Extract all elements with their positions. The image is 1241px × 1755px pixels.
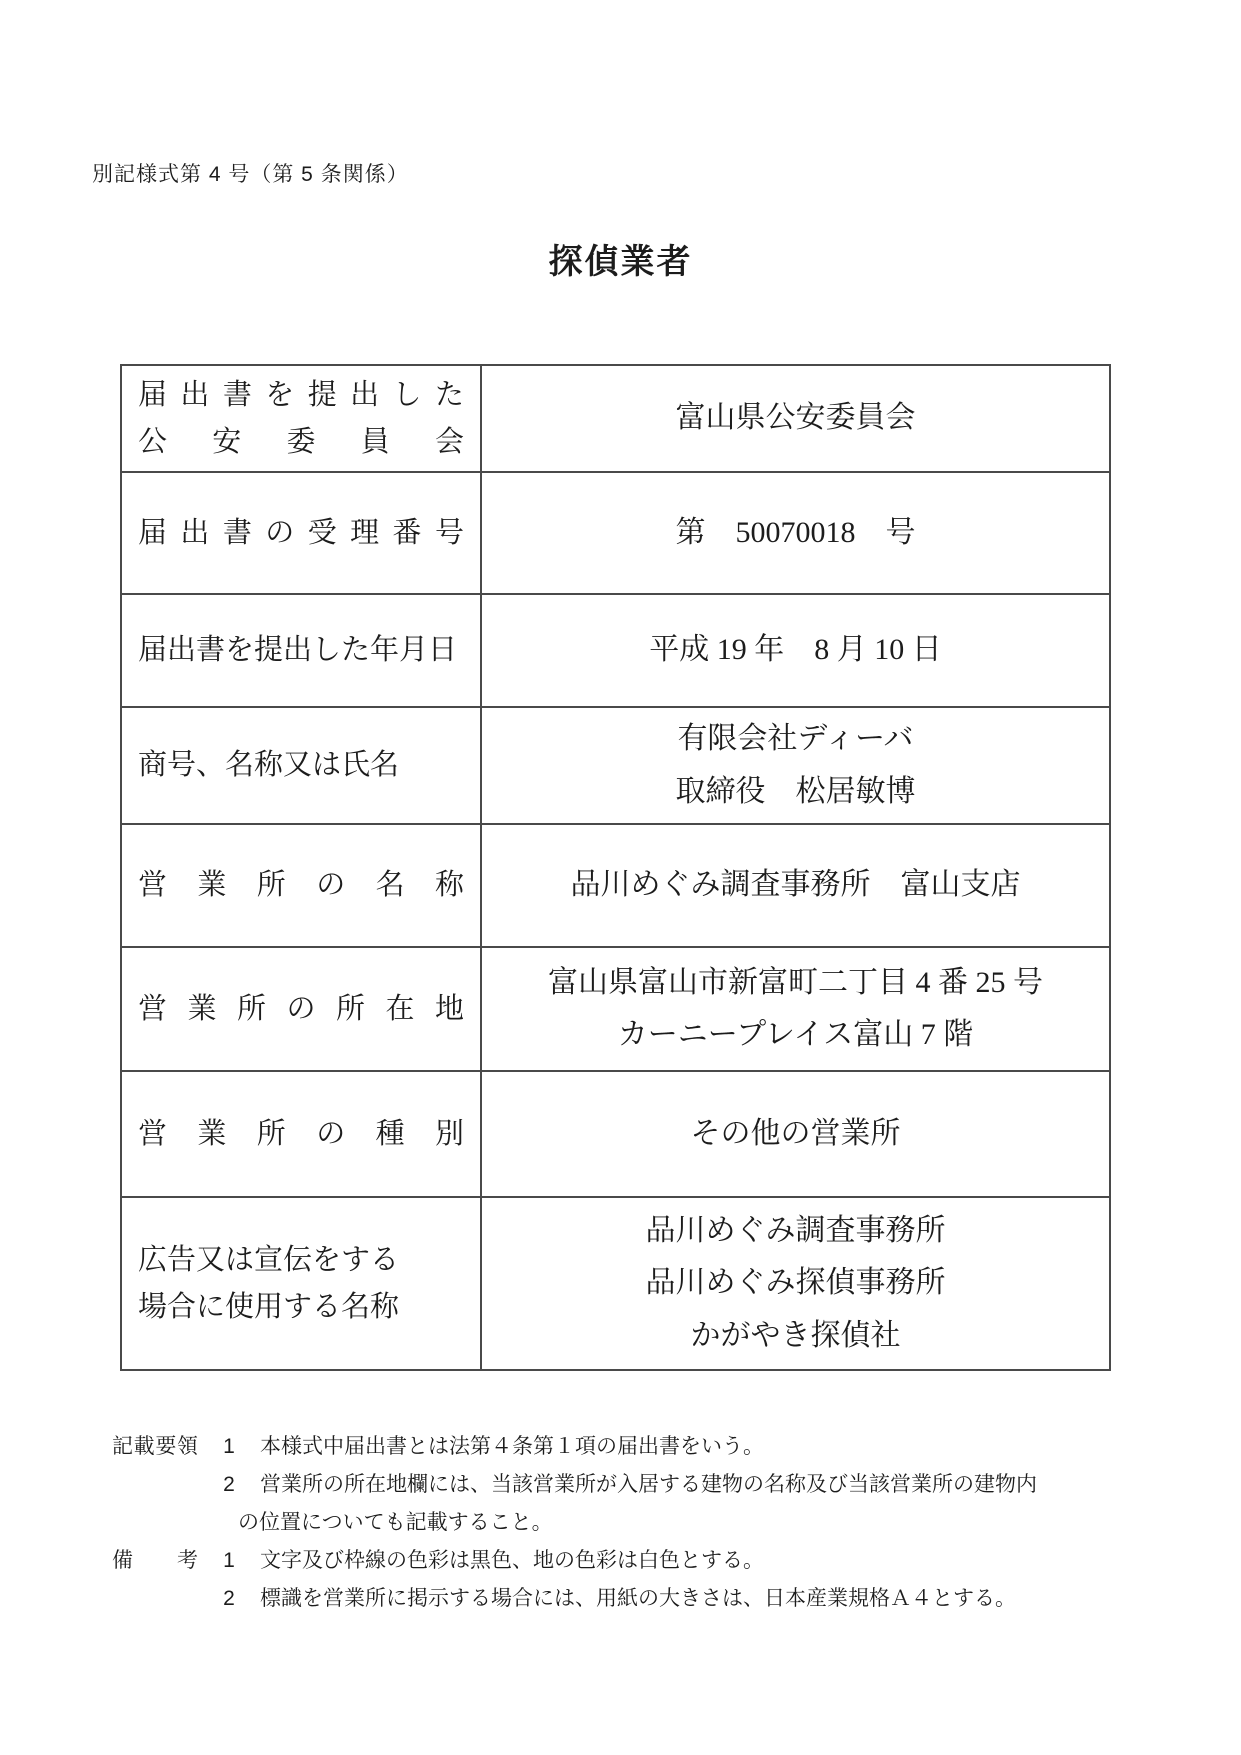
value-line: 第 50070018 号 [675,515,916,549]
label-line: 営業所の種別 [138,1117,464,1150]
row-label [122,1198,482,1369]
registration-table [120,364,1111,1371]
note-row [112,1580,1172,1618]
label-line: 届出書を提出した [138,378,464,411]
row-value [482,366,1109,471]
table-row-office-address [122,946,1109,1070]
note-number: 1 [223,1435,235,1458]
row-label [122,1072,482,1196]
row-label [122,708,482,823]
table-row-acceptance-number [122,471,1109,593]
value-line: かがやき探偵社 [690,1318,901,1352]
form-number: 別記様式第 4 号（第 5 条関係） [92,163,409,186]
label-line: 場合に使用する名称 [138,1290,400,1323]
note-label [112,1466,198,1504]
note-text: 本様式中届出書とは法第４条第１項の届出書をいう。 [260,1435,764,1458]
value-line: その他の営業所 [690,1116,901,1150]
row-value [482,473,1109,593]
label-line: 広告又は宣伝をする [138,1243,400,1276]
row-label [122,948,482,1070]
note-number: 2 [223,1473,235,1496]
row-value [482,948,1109,1070]
label-line: 公安委員会 [138,425,464,458]
value-line: 取締役 松居敏博 [675,774,916,808]
note-text: 営業所の所在地欄には、当該営業所が入居する建物の名称及び当該営業所の建物内 [260,1473,1037,1496]
value-line: 平成 19 年 8 月 10 日 [649,633,942,667]
table-row-office-name [122,823,1109,946]
value-line: 品川めぐみ探偵事務所 [645,1266,946,1300]
label-line: 商号、名称又は氏名 [138,749,400,782]
row-label [122,825,482,946]
row-value [482,825,1109,946]
label-line: 届出書の受理番号 [138,516,464,549]
note-label [112,1504,198,1542]
note-label [112,1580,198,1618]
row-label [122,595,482,706]
label-line: 営業所の名称 [138,869,464,902]
table-row-office-type [122,1070,1109,1196]
row-value [482,1072,1109,1196]
note-number: 1 [223,1549,235,1572]
row-label [122,473,482,593]
table-row-submission-date [122,593,1109,706]
label-line: 営業所の所在地 [138,992,464,1025]
page-title: 探偵業者 [548,243,693,281]
note-text: の位置についても記載すること。 [238,1511,553,1534]
value-line: 有限会社ディーバ [677,722,914,755]
note-number: 2 [223,1587,235,1610]
row-label [122,366,482,471]
label-line: 届出書を提出した年月日 [138,634,458,667]
row-value [482,708,1109,823]
note-label: 備考 [112,1549,198,1572]
value-line: 品川めぐみ調査事務所 富山支店 [570,868,1021,902]
table-row-submitted-commission [122,366,1109,471]
value-line: 品川めぐみ調査事務所 [645,1213,946,1247]
value-line: カーニープレイス富山 7 階 [617,1018,974,1051]
table-row-trade-name [122,706,1109,823]
value-line: 富山県公安委員会 [675,401,916,435]
note-label: 記載要領 [112,1435,198,1458]
value-line: 富山県富山市新富町二丁目 4 番 25 号 [548,965,1043,999]
row-value [482,1198,1109,1369]
table-row-advertising-names [122,1196,1109,1369]
note-row [112,1542,1172,1580]
note-text: 文字及び枠線の色彩は黒色、地の色彩は白色とする。 [260,1549,764,1572]
note-row [112,1466,1172,1504]
notes-section [112,1428,1172,1618]
row-value [482,595,1109,706]
note-row [112,1428,1172,1466]
note-row [112,1504,1172,1542]
note-text: 標識を営業所に掲示する場合には、用紙の大きさは、日本産業規格Ａ４とする。 [260,1587,1016,1610]
